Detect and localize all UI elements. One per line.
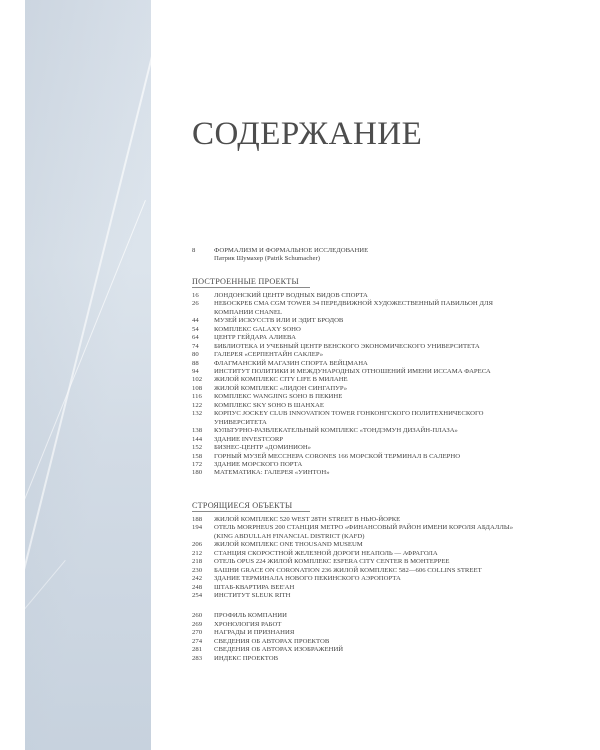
- toc-entry-title: ЛОНДОНСКИЙ ЦЕНТР ВОДНЫХ ВИДОВ СПОРТА: [214, 291, 368, 299]
- page-title: СОДЕРЖАНИЕ: [192, 116, 423, 152]
- toc-page-number: 254: [192, 591, 203, 599]
- toc-entry-title: ОТЕЛЬ OPUS 224 ЖИЛОЙ КОМПЛЕКС ESFERA CITY CENTER В МОНТЕРРЕЕ: [214, 558, 450, 566]
- toc-page-number: 26: [192, 300, 199, 308]
- toc-entry[interactable]: [192, 575, 522, 583]
- toc-entry[interactable]: [192, 317, 522, 325]
- built-projects-list: [192, 292, 522, 478]
- toc-entry[interactable]: [192, 343, 522, 351]
- toc-entry[interactable]: [192, 360, 522, 368]
- toc-page-number: 108: [192, 384, 203, 392]
- toc-entry[interactable]: [192, 469, 522, 477]
- toc-entry[interactable]: [192, 410, 522, 427]
- toc-entry-title: ИНДЕКС ПРОЕКТОВ: [214, 654, 279, 662]
- toc-entry[interactable]: [192, 646, 522, 654]
- toc-page-number: 44: [192, 317, 199, 325]
- toc-entry[interactable]: [192, 402, 522, 410]
- toc-page-number: 102: [192, 376, 203, 384]
- toc-entry[interactable]: [192, 550, 522, 558]
- toc-entry[interactable]: [192, 393, 522, 401]
- toc-page-number: 248: [192, 583, 203, 591]
- toc-page-number: 54: [192, 325, 199, 333]
- photo-shading: [25, 0, 151, 750]
- toc-entry-title: НЕБОСКРЕБ CMA CGM TOWER 34 ПЕРЕДВИЖНОЙ ХУДОЖЕСТВЕННЫЙ ПАВИЛЬОН ДЛЯ КОМПАНИИ CHANEL: [214, 300, 493, 316]
- toc-entry-title: ОТЕЛЬ MORPHEUS 200 СТАНЦИЯ МЕТРО «ФИНАНСОВЫЙ РАЙОН ИМЕНИ КОРОЛЯ АБДАЛЛЫ»: [214, 524, 514, 532]
- toc-entry-title: ЖИЛОЙ КОМПЛЕКС 520 WEST 28TH STREET В НЬЮ-ЙОРКЕ: [214, 515, 401, 523]
- toc-page-number: 172: [192, 460, 203, 468]
- toc-page-number: 218: [192, 558, 203, 566]
- toc-entry[interactable]: [192, 584, 522, 592]
- toc-entry-title: ФОРМАЛИЗМ И ФОРМАЛЬНОЕ ИССЛЕДОВАНИЕ: [214, 247, 369, 254]
- toc-entry[interactable]: [192, 592, 522, 600]
- toc-entry-title: БИБЛИОТЕКА И УЧЕБНЫЙ ЦЕНТР ВЕНСКОГО ЭКОНОМИЧЕСКОГО УНИВЕРСИТЕТА: [214, 342, 480, 350]
- toc-entry[interactable]: [192, 567, 522, 575]
- toc-entry[interactable]: [192, 351, 522, 359]
- toc-entry-title: КУЛЬТУРНО-РАЗВЛЕКАТЕЛЬНЫЙ КОМПЛЕКС «ТОНДЭМУН ДИЗАЙН-ПЛАЗА»: [214, 427, 458, 435]
- toc-page-number: 274: [192, 637, 203, 645]
- toc-entry[interactable]: [192, 558, 522, 566]
- toc-entry-title: ГОРНЫЙ МУЗЕЙ МЕССНЕРА CORONES 166 МОРСКОЙ ТЕРМИНАЛ В САЛЕРНО: [214, 452, 461, 460]
- toc-intro-entry[interactable]: [192, 247, 522, 255]
- toc-entry-title: ШТАБ-КВАРТИРА ВЕЕ'АН: [214, 583, 295, 591]
- toc-entry[interactable]: [192, 444, 522, 452]
- toc-page-number: 88: [192, 359, 199, 367]
- toc-entry-title: БИЗНЕС-ЦЕНТР «ДОМИНИОН»: [214, 444, 312, 452]
- toc-entry-title: ЗДАНИЕ ТЕРМИНАЛА НОВОГО ПЕКИНСКОГО АЭРОПОРТА: [214, 575, 401, 583]
- toc-page-number: 242: [192, 575, 203, 583]
- toc-page-number: 8: [192, 247, 196, 254]
- toc-page-number: 138: [192, 427, 203, 435]
- toc-entry-title: МУЗЕЙ ИСКУССТВ ИЛИ И ЭДИТ БРОДОВ: [214, 317, 344, 325]
- appendix-list: [192, 612, 522, 663]
- toc-page-number: 16: [192, 291, 199, 299]
- toc-page-number: 94: [192, 367, 199, 375]
- toc-page-number: 260: [192, 612, 203, 620]
- toc-intro-author: Патрик Шумахер (Patrik Schumacher): [214, 255, 320, 263]
- toc-entry-title: ХРОНОЛОГИЯ РАБОТ: [214, 620, 282, 628]
- toc-entry-title: МАТЕМАТИКА: ГАЛЕРЕЯ «УИНТОН»: [214, 469, 330, 477]
- toc-entry[interactable]: [192, 300, 522, 317]
- architecture-photo-strip: [25, 0, 151, 750]
- toc-entry[interactable]: [192, 612, 522, 620]
- toc-page-number: 206: [192, 541, 203, 549]
- toc-entry[interactable]: [192, 541, 522, 549]
- toc-page-number: 270: [192, 629, 203, 637]
- section-heading-built: ПОСТРОЕННЫЕ ПРОЕКТЫ: [192, 277, 310, 288]
- toc-page-number: 132: [192, 410, 203, 418]
- toc-page-number: 74: [192, 342, 199, 350]
- toc-entry-title: ЗДАНИЕ МОРСКОГО ПОРТА: [214, 460, 303, 468]
- toc-entry-title: КОМПЛЕКС SKY SOHO В ШАНХАЕ: [214, 401, 324, 409]
- toc-entry[interactable]: [192, 655, 522, 663]
- toc-entry[interactable]: [192, 376, 522, 384]
- toc-page-number: 144: [192, 435, 203, 443]
- toc-entry[interactable]: [192, 461, 522, 469]
- toc-page-number: 283: [192, 654, 203, 662]
- toc-entry-title: БАШНИ GRACE ON CORONATION 236 ЖИЛОЙ КОМПЛЕКС 582—606 COLLINS STREET: [214, 566, 482, 574]
- toc-page-number: 80: [192, 351, 199, 359]
- toc-entry-title: СВЕДЕНИЯ ОБ АВТОРАХ ИЗОБРАЖЕНИЙ: [214, 646, 344, 654]
- toc-page-number: 269: [192, 620, 203, 628]
- toc-entry[interactable]: [192, 629, 522, 637]
- toc-entry-title: ЖИЛОЙ КОМПЛЕКС «ЛИДОН СИНГАПУР»: [214, 384, 348, 392]
- toc-entry[interactable]: [192, 334, 522, 342]
- toc-page-number: 212: [192, 549, 203, 557]
- toc-entry-title: КОМПЛЕКС GALAXY SOHO: [214, 325, 301, 333]
- toc-entry[interactable]: [192, 427, 522, 435]
- toc-page-number: 194: [192, 524, 203, 532]
- toc-entry-title: ЦЕНТР ГЕЙДАРА АЛИЕВА: [214, 334, 296, 342]
- toc-page-number: 122: [192, 401, 203, 409]
- toc-entry[interactable]: [192, 453, 522, 461]
- toc-entry[interactable]: [192, 326, 522, 334]
- toc-page-number: 230: [192, 566, 203, 574]
- toc-page-number: 158: [192, 452, 203, 460]
- toc-entry-title: ФЛАГМАНСКИЙ МАГАЗИН СПОРТА ВЕЙЦМАНА: [214, 359, 368, 367]
- toc-page-number: 152: [192, 444, 203, 452]
- table-of-contents: [192, 247, 522, 663]
- toc-entry[interactable]: [192, 385, 522, 393]
- under-construction-list: [192, 516, 522, 601]
- toc-page-number: 188: [192, 515, 203, 523]
- toc-entry-title: ИНСТИТУТ ПОЛИТИКИ И МЕЖДУНАРОДНЫХ ОТНОШЕНИЙ ИМЕНИ ИССАМА ФАРЕСА: [214, 367, 491, 375]
- toc-entry-title: ГАЛЕРЕЯ «СЕРПЕНТАЙН САКЛЕР»: [214, 351, 324, 359]
- toc-entry-title: ПРОФИЛЬ КОМПАНИИ: [214, 612, 287, 620]
- toc-entry[interactable]: [192, 524, 522, 532]
- toc-entry[interactable]: [192, 638, 522, 646]
- toc-entry-title: ЖИЛОЙ КОМПЛЕКС CITY LIFE В МИЛАНЕ: [214, 376, 348, 384]
- section-heading-under-construction: СТРОЯЩИЕСЯ ОБЪЕКТЫ: [192, 501, 310, 512]
- toc-page-number: 180: [192, 469, 203, 477]
- toc-entry-title: СТАНЦИЯ СКОРОСТНОЙ ЖЕЛЕЗНОЙ ДОРОГИ НЕАПОЛЬ — АФРАГОЛА: [214, 549, 438, 557]
- toc-page-number: 116: [192, 393, 202, 401]
- toc-entry[interactable]: [192, 436, 522, 444]
- toc-page-number: 281: [192, 646, 203, 654]
- toc-entry-title: КОМПЛЕКС WANGJING SOHO В ПЕКИНЕ: [214, 393, 343, 401]
- toc-entry-subtitle: (KING ABDULLAH FINANCIAL DISTRICT (KAFD): [214, 532, 365, 540]
- toc-entry-title: ЗДАНИЕ INVESTCORP: [214, 435, 283, 443]
- toc-page-number: 64: [192, 334, 199, 342]
- toc-entry-title: ЖИЛОЙ КОМПЛЕКС ONE THOUSAND MUSEUM: [214, 541, 363, 549]
- toc-entry-title: КОРПУС JOCKEY CLUB INNOVATION TOWER ГОНКОНГСКОГО ПОЛИТЕХНИЧЕСКОГО УНИВЕРСИТЕТА: [214, 410, 484, 426]
- toc-entry[interactable]: [192, 621, 522, 629]
- toc-entry-title: ИНСТИТУТ SLEUK RITH: [214, 591, 291, 599]
- toc-entry-title: СВЕДЕНИЯ ОБ АВТОРАХ ПРОЕКТОВ: [214, 637, 330, 645]
- toc-entry-title: НАГРАДЫ И ПРИЗНАНИЯ: [214, 629, 295, 637]
